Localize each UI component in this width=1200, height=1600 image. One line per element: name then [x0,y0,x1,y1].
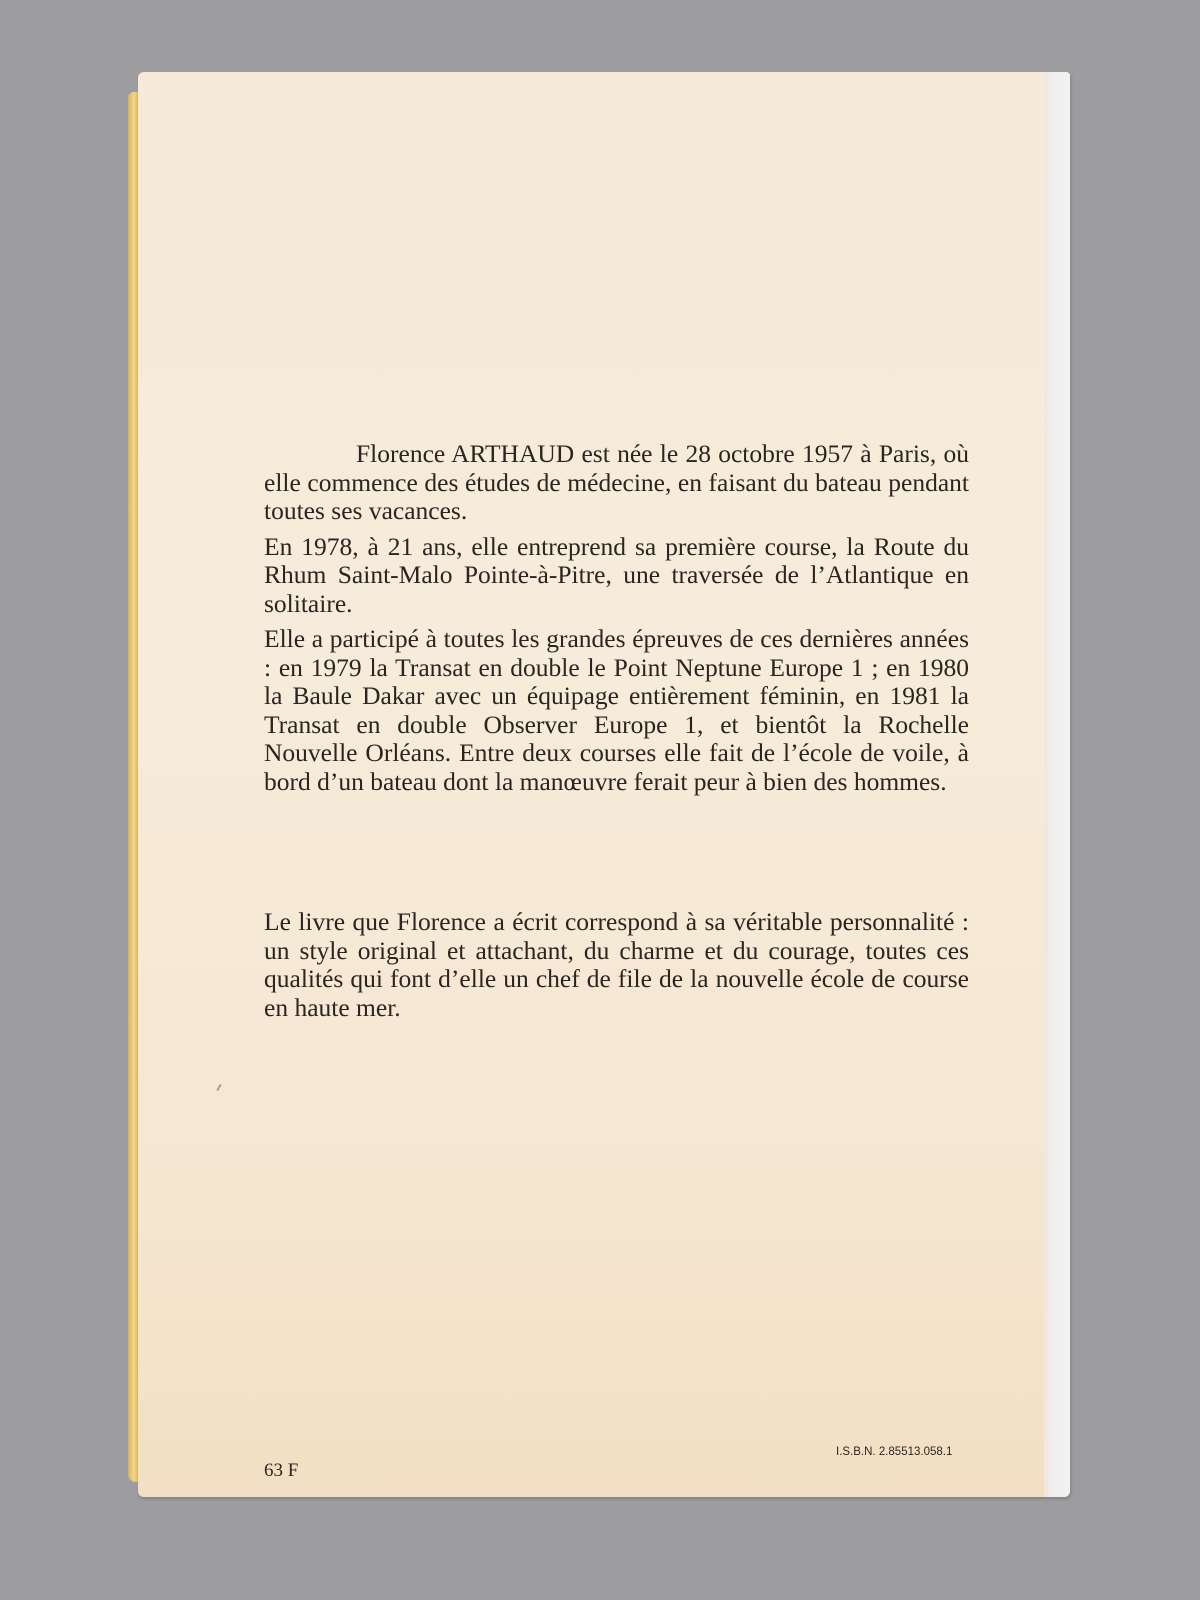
paragraph-first-race: En 1978, à 21 ans, elle entreprend sa première course, la Route du Rhum Saint-Malo Pointe-à-Pitre, une traversée de l’Atlantique en solitaire. [264,531,969,618]
paragraph-book: Le livre que Florence a écrit correspond à sa véritable personnalité : un style original et attachant, du charme et du courage, toutes ces qualités qui font d’elle un chef de file de la nouvelle école de course en haute mer. [264,907,969,1022]
blurb-text [264,440,969,1029]
price-label: 63 F [264,1460,299,1481]
isbn-label: I.S.B.N. 2.85513.058.1 [836,1446,953,1458]
paragraph-races: Elle a participé à toutes les grandes épreuves de ces dernières années : en 1979 la Transat en double le Point Neptune Europe 1 ; en 1980 la Baule Dakar avec un équipage entièrement féminin, en 1981 la Transat en double Observer Europe 1, et bientôt la Rochelle Nouvelle Orléans. Entre deux courses elle fait de l’école de voile, à bord d’un bateau dont la manœuvre ferait peur à bien des hommes. [264,624,969,796]
paragraph-biography: Florence ARTHAUD est née le 28 octobre 1957 à Paris, où elle commence des études de médecine, en faisant du bateau pendant toutes ses vacances. [264,439,969,525]
cover-fold-strip [1044,72,1070,1497]
